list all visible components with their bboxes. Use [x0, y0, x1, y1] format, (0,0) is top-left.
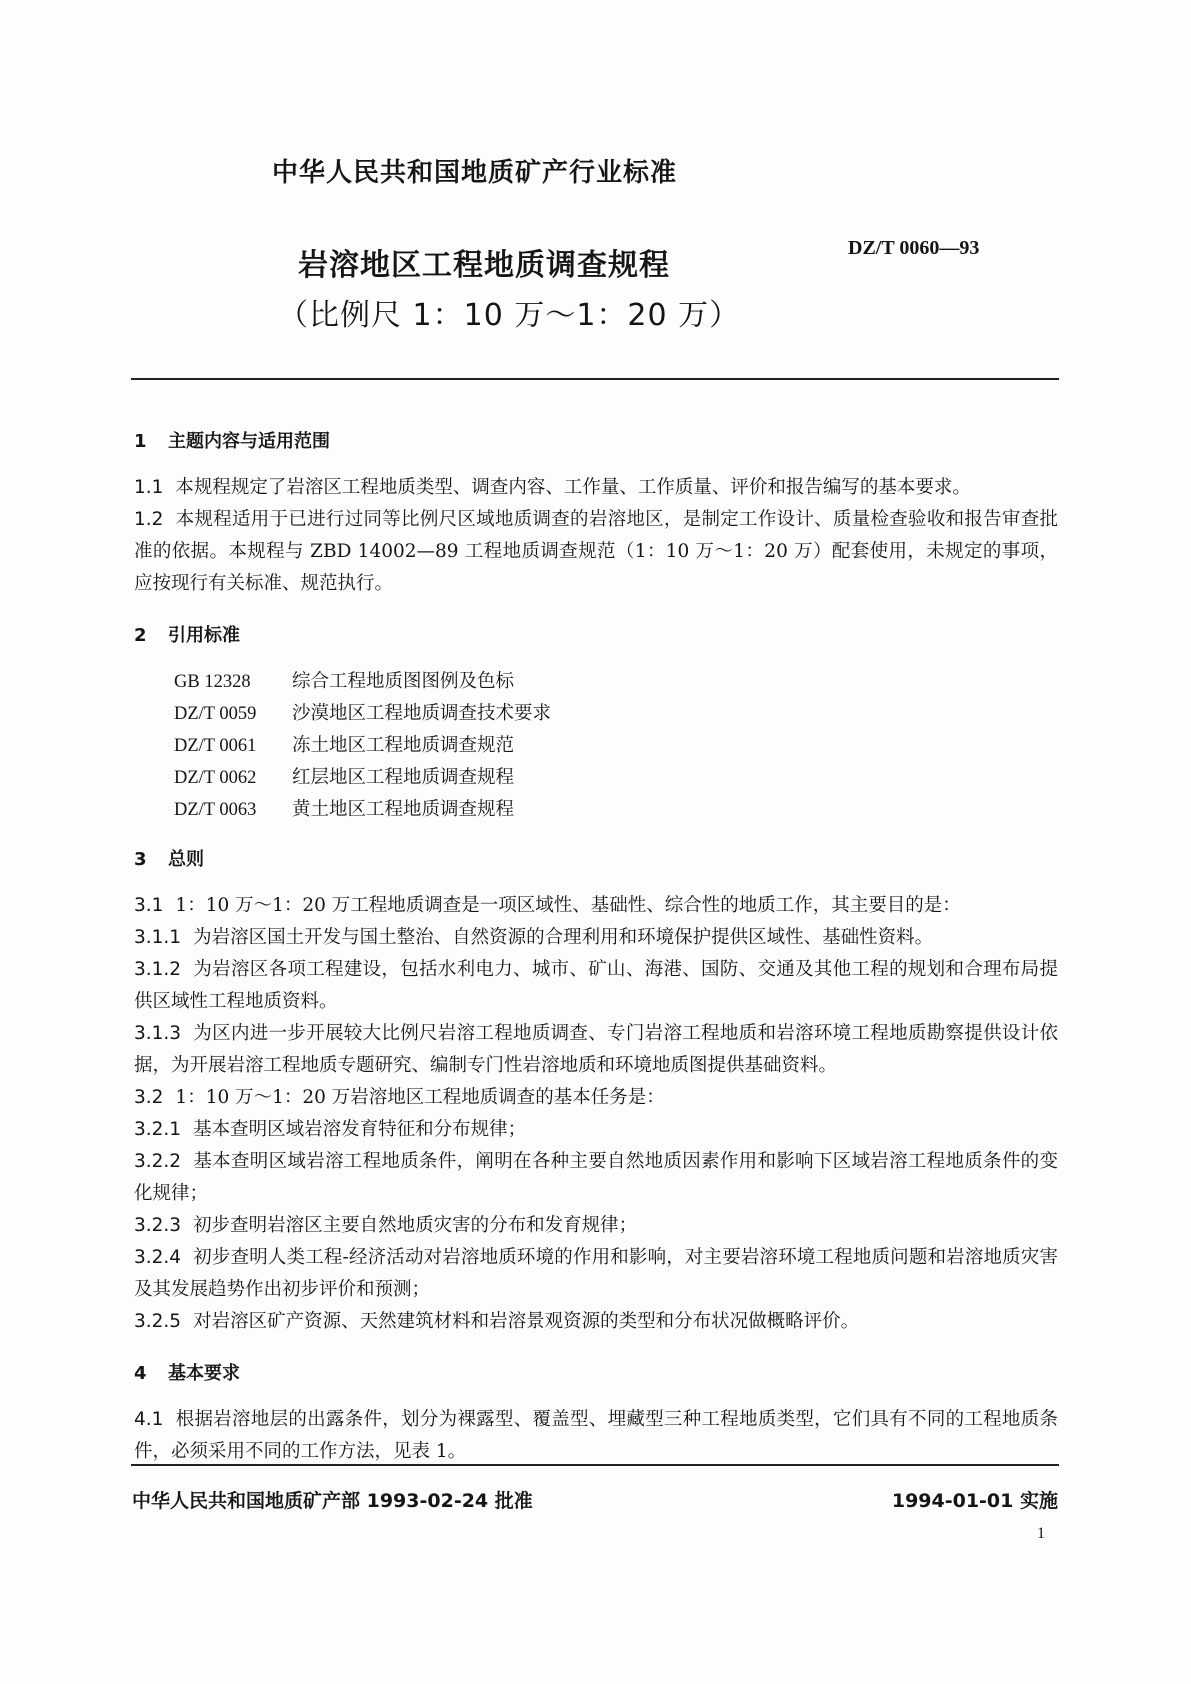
clause-3-2-1 [134, 1114, 1058, 1146]
clause-3-2 [134, 1082, 1058, 1114]
list-item [174, 698, 1058, 730]
section-2-heading [134, 620, 1058, 652]
clause-number: 3.2.1 [134, 1119, 182, 1140]
page-number: 1 [1037, 1525, 1045, 1542]
clause-text: 根据岩溶地层的出露条件，划分为裸露型、覆盖型、埋藏型三种工程地质类型，它们具有不同的工程地质条件，必须采用不同的工作方法，见表 1。 [134, 1409, 1058, 1462]
clause-1-1 [134, 472, 1058, 504]
clause-text: 本规程适用于已进行过同等比例尺区域地质调查的岩溶地区，是制定工作设计、质量检查验收和报告审查批准的依据。本规程与 ZBD 14002—89 工程地质调查规范（1：10 万～1：20 万）配套使用，未规定的事项，应按现行有关标准、规范执行。 [134, 509, 1058, 594]
section-number: 3 [134, 849, 147, 870]
clause-number: 3.2 [134, 1087, 164, 1108]
section-title: 引用标准 [168, 625, 240, 646]
clause-3-1-1 [134, 922, 1058, 954]
section-title: 基本要求 [168, 1363, 240, 1384]
header-divider [131, 378, 1059, 380]
reference-title: 综合工程地质图图例及色标 [292, 671, 515, 692]
clause-number: 4.1 [134, 1409, 164, 1430]
clause-number: 3.2.4 [134, 1247, 182, 1268]
clause-3-2-3 [134, 1210, 1058, 1242]
clause-number: 3.2.3 [134, 1215, 182, 1236]
clause-4-1 [134, 1404, 1058, 1468]
section-1-heading [134, 426, 1058, 458]
clause-number: 3.1 [134, 895, 164, 916]
clause-1-2 [134, 504, 1058, 600]
clause-text: 基本查明区域岩溶发育特征和分布规律； [193, 1119, 527, 1140]
reference-code: DZ/T 0062 [174, 768, 257, 788]
clause-text: 基本查明区域岩溶工程地质条件，阐明在各种主要自然地质因素作用和影响下区域岩溶工程地质条件的变化规律； [134, 1151, 1058, 1204]
list-item [174, 730, 1058, 762]
footer [132, 1486, 1058, 1513]
clause-number: 3.1.2 [134, 959, 182, 980]
footer-divider [131, 1464, 1059, 1466]
document-body [134, 426, 1058, 1468]
clause-text: 本规程规定了岩溶区工程地质类型、调查内容、工作量、工作质量、评价和报告编写的基本要求。 [175, 477, 971, 498]
standard-category: 中华人民共和国地质矿产行业标准 [272, 158, 678, 188]
section-number: 2 [134, 625, 147, 646]
reference-title: 红层地区工程地质调查规程 [292, 767, 515, 788]
list-item [174, 794, 1058, 826]
clause-number: 3.2.5 [134, 1311, 182, 1332]
clause-number: 1.2 [134, 509, 164, 530]
clause-3-1-3 [134, 1018, 1058, 1082]
section-number: 4 [134, 1363, 147, 1384]
clause-text: 初步查明岩溶区主要自然地质灾害的分布和发育规律； [193, 1215, 638, 1236]
reference-code: GB 12328 [174, 672, 251, 692]
clause-number: 1.1 [134, 477, 164, 498]
clause-text: 1：10 万～1：20 万工程地质调查是一项区域性、基础性、综合性的地质工作，其主要目的是： [175, 895, 961, 916]
reference-code: DZ/T 0061 [174, 736, 257, 756]
section-title: 主题内容与适用范围 [168, 431, 330, 452]
clause-number: 3.1.3 [134, 1023, 182, 1044]
clause-number: 3.1.1 [134, 927, 182, 948]
list-item [174, 762, 1058, 794]
approval-note: 中华人民共和国地质矿产部 1993-02-24 批准 [132, 1490, 533, 1512]
list-item [174, 666, 1058, 698]
clause-text: 为岩溶区各项工程建设，包括水利电力、城市、矿山、海港、国防、交通及其他工程的规划和合理布局提供区域性工程地质资料。 [134, 959, 1058, 1012]
document-title: 岩溶地区工程地质调查规程 [298, 248, 670, 283]
clause-text: 1：10 万～1：20 万岩溶地区工程地质调查的基本任务是： [175, 1087, 665, 1108]
section-title: 总则 [168, 849, 204, 870]
reference-title: 冻土地区工程地质调查规范 [292, 735, 515, 756]
clause-3-2-4 [134, 1242, 1058, 1306]
clause-number: 3.2.2 [134, 1151, 182, 1172]
clause-3-2-5 [134, 1306, 1058, 1338]
section-4-heading [134, 1358, 1058, 1390]
clause-text: 为区内进一步开展较大比例尺岩溶工程地质调查、专门岩溶工程地质和岩溶环境工程地质勘察提供设计依据，为开展岩溶工程地质专题研究、编制专门性岩溶地质和环境地质图提供基础资料。 [134, 1023, 1058, 1076]
clause-3-2-2 [134, 1146, 1058, 1210]
document-subtitle: （比例尺 1：10 万～1：20 万） [278, 298, 741, 333]
section-number: 1 [134, 431, 147, 452]
clause-text: 对岩溶区矿产资源、天然建筑材料和岩溶景观资源的类型和分布状况做概略评价。 [193, 1311, 860, 1332]
reference-title: 沙漠地区工程地质调查技术要求 [292, 703, 552, 724]
standard-code: DZ/T 0060—93 [848, 237, 980, 259]
clause-3-1 [134, 890, 1058, 922]
reference-title: 黄土地区工程地质调查规程 [292, 799, 515, 820]
reference-code: DZ/T 0059 [174, 704, 257, 724]
clause-text: 初步查明人类工程-经济活动对岩溶地质环境的作用和影响，对主要岩溶环境工程地质问题和岩溶地质灾害及其发展趋势作出初步评价和预测； [134, 1247, 1058, 1300]
section-3-heading [134, 844, 1058, 876]
effective-date: 1994-01-01 实施 [891, 1490, 1058, 1512]
clause-text: 为岩溶区国土开发与国土整治、自然资源的合理利用和环境保护提供区域性、基础性资料。 [193, 927, 934, 948]
clause-3-1-2 [134, 954, 1058, 1018]
referenced-standards-list [134, 666, 1058, 826]
reference-code: DZ/T 0063 [174, 800, 257, 820]
